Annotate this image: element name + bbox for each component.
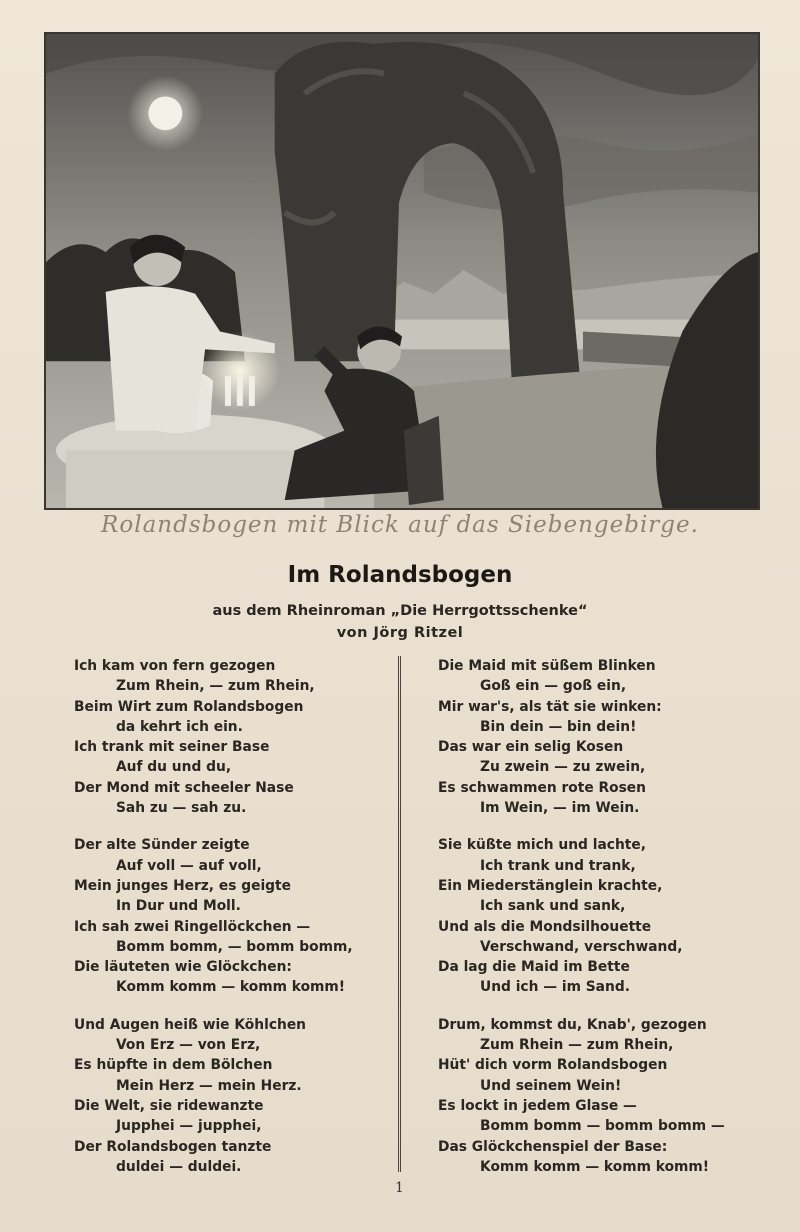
verse-line: Auf voll — auf voll, — [116, 857, 262, 874]
verse-line: Bomm bomm — bomm bomm — — [480, 1118, 725, 1135]
poem-title: Im Rolandsbogen — [287, 562, 513, 588]
verse-line: Und ich — im Sand. — [480, 979, 630, 996]
verse-line: Auf du und du, — [116, 759, 232, 776]
verse-line: Mir war's, als tät sie winken: — [438, 698, 662, 715]
verse-line: Bin dein — bin dein! — [480, 718, 637, 735]
verse-line: Von Erz — von Erz, — [116, 1037, 261, 1054]
verse-line: Da lag die Maid im Bette — [438, 959, 630, 976]
stanza — [438, 835, 778, 997]
left-column — [74, 656, 414, 1194]
stanza — [74, 1015, 414, 1177]
verse-line: In Dur und Moll. — [116, 898, 241, 915]
verse-line: Die Welt, sie ridewanzte — [74, 1097, 264, 1114]
verse-line: Jupphei — jupphei, — [116, 1118, 262, 1135]
stanza — [74, 835, 414, 997]
verse-line: Und Augen heiß wie Köhlchen — [74, 1016, 306, 1033]
verse-line: Im Wein, — im Wein. — [480, 800, 640, 817]
stanza — [438, 656, 778, 818]
verse-line: Ich trank und trank, — [480, 857, 636, 874]
verse-line: Der alte Sünder zeigte — [74, 837, 250, 854]
verse-line: Das war ein selig Kosen — [438, 739, 624, 756]
verse-line: Ich sah zwei Ringellöckchen — — [74, 918, 311, 935]
verse-line: Zu zwein — zu zwein, — [480, 759, 646, 776]
verse-line: Der Mond mit scheeler Nase — [74, 779, 294, 796]
verse-line: Das Glöckchenspiel der Base: — [438, 1138, 668, 1155]
stanza — [438, 1015, 778, 1177]
verse-line: Und seinem Wein! — [480, 1077, 622, 1094]
verse-line: Die Maid mit süßem Blinken — [438, 658, 656, 674]
right-column — [438, 656, 778, 1194]
verse-line: Ich kam von fern gezogen — [74, 658, 276, 674]
verse-line: Bomm bomm, — bomm bomm, — [116, 938, 353, 955]
page-mark: 1 — [395, 1180, 404, 1196]
verse-line: Und als die Mondsilhouette — [438, 918, 652, 935]
verse-line: Es schwammen rote Rosen — [438, 779, 646, 796]
verse-line: Es hüpfte in dem Bölchen — [74, 1057, 273, 1074]
verse-line: Hüt' dich vorm Rolandsbogen — [438, 1057, 668, 1074]
verse-line: Zum Rhein, — zum Rhein, — [116, 678, 315, 695]
verse-line: Sie küßte mich und lachte, — [438, 837, 646, 854]
verse-line: Beim Wirt zum Rolandsbogen — [74, 698, 304, 715]
verse-line: da kehrt ich ein. — [116, 718, 243, 735]
verse-line: Verschwand, verschwand, — [480, 938, 683, 955]
verse-line: Zum Rhein — zum Rhein, — [480, 1037, 674, 1054]
verse-line: Die läuteten wie Glöckchen: — [74, 959, 292, 976]
verse-line: Komm komm — komm komm! — [116, 979, 346, 996]
verse-line: Komm komm — komm komm! — [480, 1158, 710, 1175]
illustration — [44, 32, 760, 510]
verse-line: Sah zu — sah zu. — [116, 800, 247, 817]
verse-line: Goß ein — goß ein, — [480, 678, 627, 695]
verse-line: Der Rolandsbogen tanzte — [74, 1138, 272, 1155]
verse-line: Drum, kommst du, Knab', gezogen — [438, 1016, 707, 1033]
verse-line: duldei — duldei. — [116, 1158, 242, 1175]
verse-line: Mein Herz — mein Herz. — [116, 1077, 302, 1094]
verse-line: Es lockt in jedem Glase — — [438, 1097, 637, 1114]
poem-author: von Jörg Ritzel — [336, 625, 464, 641]
stanza — [74, 656, 414, 818]
poem-subtitle: aus dem Rheinroman „Die Herrgottsschenke“ — [212, 603, 588, 619]
picture-caption: Rolandsbogen mit Blick auf das Siebengebirge. — [101, 512, 699, 538]
verse-line: Ich trank mit seiner Base — [74, 739, 270, 756]
verse-line: Ein Miederstänglein krachte, — [438, 877, 663, 894]
verse-line: Mein junges Herz, es geigte — [74, 877, 292, 894]
column-divider — [398, 656, 401, 1172]
rolandsbogen-illustration — [46, 34, 758, 508]
verse-line: Ich sank und sank, — [480, 898, 626, 915]
